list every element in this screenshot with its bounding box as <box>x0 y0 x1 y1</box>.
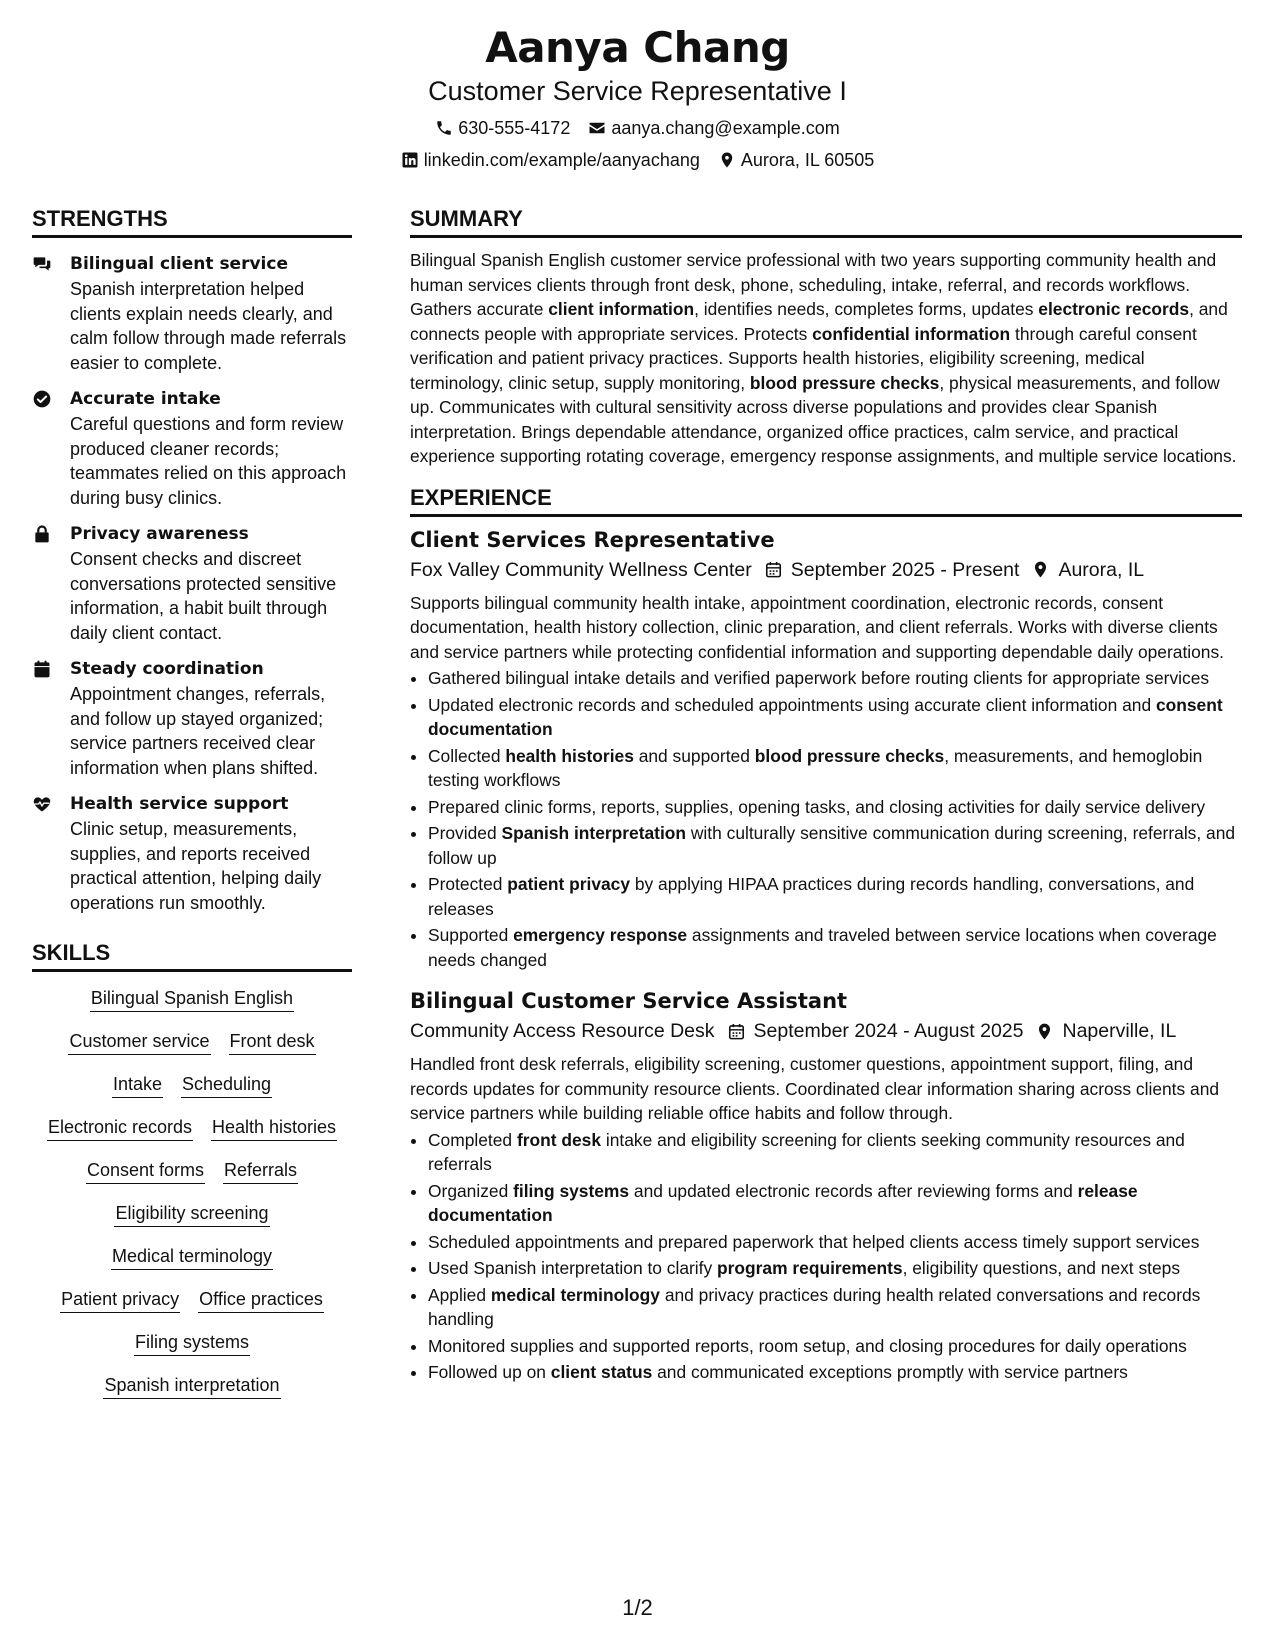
lock-icon <box>32 522 56 645</box>
job-bullet <box>428 821 1242 870</box>
text-run: and communicated exceptions promptly with service partners <box>652 1362 1128 1382</box>
bold-keyword: emergency response <box>513 925 688 945</box>
job-description: Supports bilingual community health intake, appointment coordination, electronic records, consent documentation, health history collection, clinic preparation, and client referrals. Works with diverse clients and service partners while protecting confidential information and supporting dependable daily operations. <box>410 592 1225 662</box>
bold-keyword: electronic records <box>1038 299 1190 319</box>
text-run: Completed <box>428 1129 517 1150</box>
summary-heading: SUMMARY <box>410 205 1242 238</box>
bold-keyword: client information <box>548 299 695 319</box>
bold-keyword: medical terminology <box>490 1284 660 1305</box>
skill-row <box>32 1244 352 1270</box>
calendar-icon <box>32 657 56 780</box>
strength-title: Privacy awareness <box>70 524 249 544</box>
candidate-name: Aanya Chang <box>485 23 790 72</box>
check-circle-icon <box>32 387 56 510</box>
job-bullet <box>428 1283 1242 1332</box>
job-bullet <box>428 1128 1242 1177</box>
text-run: Collected <box>428 745 506 766</box>
bold-keyword: Spanish interpretation <box>501 823 687 843</box>
job-dates <box>764 555 1020 585</box>
linkedin-text: linkedin.com/example/aanyachang <box>423 150 700 170</box>
skill-row <box>32 1115 352 1141</box>
text-run: Provided <box>428 823 502 843</box>
job-dates-text: September 2024 - August 2025 <box>753 1020 1024 1042</box>
summary-text <box>410 248 1242 469</box>
job-bullet <box>428 744 1242 793</box>
skills-heading: SKILLS <box>32 939 352 972</box>
skill-row <box>32 986 352 1012</box>
job-meta <box>410 555 1242 585</box>
strengths-heading: STRENGTHS <box>32 205 352 238</box>
strengths-list <box>32 252 352 915</box>
job-bullet <box>428 1334 1242 1359</box>
linkedin-icon <box>401 151 419 169</box>
job-bullet <box>428 795 1242 820</box>
skill-row <box>32 1287 352 1313</box>
text-run: and updated electronic records after reviewing forms and <box>629 1180 1078 1201</box>
job-location <box>1035 1016 1176 1046</box>
job-title: Bilingual Customer Service Assistant <box>410 989 848 1013</box>
job-bullet <box>428 1360 1242 1385</box>
skill-row <box>32 1072 352 1098</box>
right-column <box>410 205 1242 1387</box>
skill-tag: Intake <box>112 1072 163 1098</box>
job-title: Client Services Representative <box>410 527 775 552</box>
strength-text <box>70 657 352 780</box>
bold-keyword: confidential information <box>812 323 1011 344</box>
phone-icon <box>435 119 453 137</box>
job-bullet <box>428 1230 1242 1255</box>
location-text: Aurora, IL 60505 <box>740 150 875 170</box>
text-run: Prepared clinic forms, reports, supplies, opening tasks, and closing activities for daily service delivery <box>428 796 1206 817</box>
text-run: Bilingual Spanish English customer service professional with two years supporting community health and human services clients through front desk, phone, scheduling, intake, referral, and records workflows. Gathers accurate <box>410 250 1217 319</box>
strength-item <box>32 792 352 915</box>
heartbeat-icon <box>32 792 56 915</box>
text-run: Protected <box>428 874 508 894</box>
strength-item <box>32 522 352 645</box>
experience-list <box>410 525 1242 1385</box>
skill-row <box>32 1330 352 1356</box>
comments-icon <box>32 252 56 375</box>
text-run: , physical measurements, and follow up. Communicates with cultural sensitivity across diverse populations and provides clear Spanish interpretation. Brings dependable attendance, organized office practices, calm service, and practical experience supporting rotating coverage, emergency response assignments, and multiple service locations. <box>410 372 1237 466</box>
skill-tag: Filing systems <box>134 1330 250 1356</box>
job-bullet <box>428 1256 1242 1281</box>
strength-item <box>32 252 352 375</box>
calendar-icon <box>727 1022 746 1041</box>
text-run: , identifies needs, completes forms, updates <box>694 299 1039 319</box>
contact-location <box>718 148 874 172</box>
contact-email[interactable] <box>588 116 839 140</box>
strength-title: Steady coordination <box>70 659 264 679</box>
strength-item <box>32 387 352 510</box>
text-run: Updated electronic records and scheduled appointments using accurate client information and <box>428 694 1156 715</box>
text-run: and supported <box>633 745 755 766</box>
job-bullet <box>428 666 1242 691</box>
text-run: by applying HIPAA practices during records handling, conversations, and releases <box>428 874 1195 919</box>
text-run: with culturally sensitive communication during screening, referrals, and follow up <box>428 823 1236 868</box>
skill-tag: Electronic records <box>47 1115 193 1141</box>
map-pin-icon <box>718 151 736 169</box>
skill-tag: Patient privacy <box>60 1287 180 1313</box>
text-run: Followed up on <box>428 1362 551 1382</box>
strength-description: Spanish interpretation helped clients explain needs clearly, and calm follow through made referrals easier to complete. <box>70 279 347 373</box>
job-bullet <box>428 872 1242 921</box>
envelope-icon <box>588 119 606 137</box>
job-location-text: Aurora, IL <box>1058 558 1145 581</box>
job-location-text: Naperville, IL <box>1062 1020 1177 1042</box>
job-dates <box>727 1016 1024 1046</box>
strength-text <box>70 792 352 915</box>
job-location <box>1031 555 1144 585</box>
text-run: , and connects people with appropriate services. Protects <box>410 299 1228 344</box>
bold-keyword: release documentation <box>428 1180 1138 1225</box>
strength-text <box>70 252 352 375</box>
skill-tag: Medical terminology <box>111 1244 273 1270</box>
bold-keyword: blood pressure checks <box>749 372 940 393</box>
contact-row-2 <box>0 148 1275 172</box>
bold-keyword: filing systems <box>513 1180 630 1201</box>
skill-tag: Office practices <box>198 1287 324 1313</box>
text-run: Organized <box>428 1180 514 1201</box>
map-pin-icon <box>1031 560 1050 579</box>
job-company: Community Access Resource Desk <box>410 1020 715 1042</box>
contact-phone[interactable] <box>435 116 570 140</box>
text-run: Applied <box>428 1284 491 1305</box>
text-run: intake and eligibility screening for clients seeking community resources and referrals <box>428 1129 1185 1174</box>
contact-row-1 <box>0 116 1275 140</box>
bold-keyword: client status <box>550 1362 653 1382</box>
resume-header <box>0 22 1275 172</box>
job-company: Fox Valley Community Wellness Center <box>410 558 752 581</box>
skill-row <box>32 1029 352 1055</box>
strength-text <box>70 387 352 510</box>
skill-tag: Front desk <box>229 1029 316 1055</box>
strength-title: Accurate intake <box>70 389 221 409</box>
strength-item <box>32 657 352 780</box>
job-bullet <box>428 923 1242 972</box>
job-description: Handled front desk referrals, eligibility screening, customer questions, appointment support, filing, and records updates for community resource clients. Coordinated clear information sharing across clients and service partners while building reliable office habits and follow through. <box>410 1054 1220 1123</box>
strength-description: Clinic setup, measurements, supplies, and reports received practical attention, helping daily operations run smoothly. <box>70 819 322 913</box>
job-bullets <box>410 1128 1242 1385</box>
candidate-title: Customer Service Representative I <box>428 76 847 106</box>
skill-row <box>32 1373 352 1399</box>
text-run: , measurements, and hemoglobin testing workflows <box>428 745 1203 790</box>
skill-tag: Eligibility screening <box>114 1201 269 1227</box>
strength-text <box>70 522 352 645</box>
text-run: Supported <box>428 925 514 945</box>
text-run: and privacy practices during health related conversations and records handling <box>428 1284 1201 1329</box>
job-bullets <box>410 666 1242 972</box>
bold-keyword: health histories <box>505 745 634 766</box>
job-meta <box>410 1016 1242 1046</box>
bold-keyword: consent documentation <box>428 694 1223 739</box>
contact-linkedin[interactable] <box>401 148 700 172</box>
bold-keyword: program requirements <box>717 1258 903 1278</box>
skill-row <box>32 1201 352 1227</box>
experience-heading: EXPERIENCE <box>410 484 1242 517</box>
strength-description: Careful questions and form review produced cleaner records; teammates relied on this approach during busy clinics. <box>70 414 347 508</box>
text-run: through careful consent verification and patient privacy practices. Supports health histories, eligibility screening, medical terminology, clinic setup, supply monitoring, <box>410 323 1197 393</box>
strength-description: Appointment changes, referrals, and follow up stayed organized; service partners received clear information when plans shifted. <box>70 684 326 778</box>
strength-title: Bilingual client service <box>70 254 288 274</box>
job-entry <box>410 986 1242 1385</box>
strength-title: Health service support <box>70 794 289 814</box>
calendar-icon <box>764 560 783 579</box>
job-dates-text: September 2025 - Present <box>790 558 1020 581</box>
email-text: aanya.chang@example.com <box>611 118 840 138</box>
skill-tag: Customer service <box>68 1029 210 1055</box>
text-run: , eligibility questions, and next steps <box>902 1258 1181 1278</box>
text-run: Gathered bilingual intake details and verified paperwork before routing clients for appropriate services <box>428 668 1210 688</box>
bold-keyword: blood pressure checks <box>754 745 945 766</box>
skill-tag: Bilingual Spanish English <box>90 986 294 1012</box>
text-run: Monitored supplies and supported reports, room setup, and closing procedures for daily operations <box>428 1335 1187 1356</box>
strength-description: Consent checks and discreet conversations protected sensitive information, a habit built through daily client contact. <box>70 549 337 643</box>
phone-text: 630-555-4172 <box>458 118 571 138</box>
skill-tag: Referrals <box>223 1158 298 1184</box>
page-number: 1/2 <box>622 1595 653 1620</box>
skill-tag: Consent forms <box>86 1158 205 1184</box>
bold-keyword: front desk <box>516 1129 602 1150</box>
skills-list <box>32 986 352 1399</box>
job-bullet <box>428 693 1242 742</box>
left-column <box>32 205 352 1416</box>
job-bullet <box>428 1179 1242 1228</box>
text-run: Used Spanish interpretation to clarify <box>428 1258 718 1278</box>
skill-tag: Health histories <box>211 1115 337 1141</box>
skill-tag: Spanish interpretation <box>103 1373 280 1399</box>
job-entry <box>410 525 1242 973</box>
text-run: Scheduled appointments and prepared paperwork that helped clients access timely support services <box>428 1231 1200 1252</box>
skill-tag: Scheduling <box>181 1072 272 1098</box>
map-pin-icon <box>1035 1022 1054 1041</box>
text-run: assignments and traveled between service locations when coverage needs changed <box>428 925 1217 970</box>
bold-keyword: patient privacy <box>507 874 631 894</box>
skill-row <box>32 1158 352 1184</box>
